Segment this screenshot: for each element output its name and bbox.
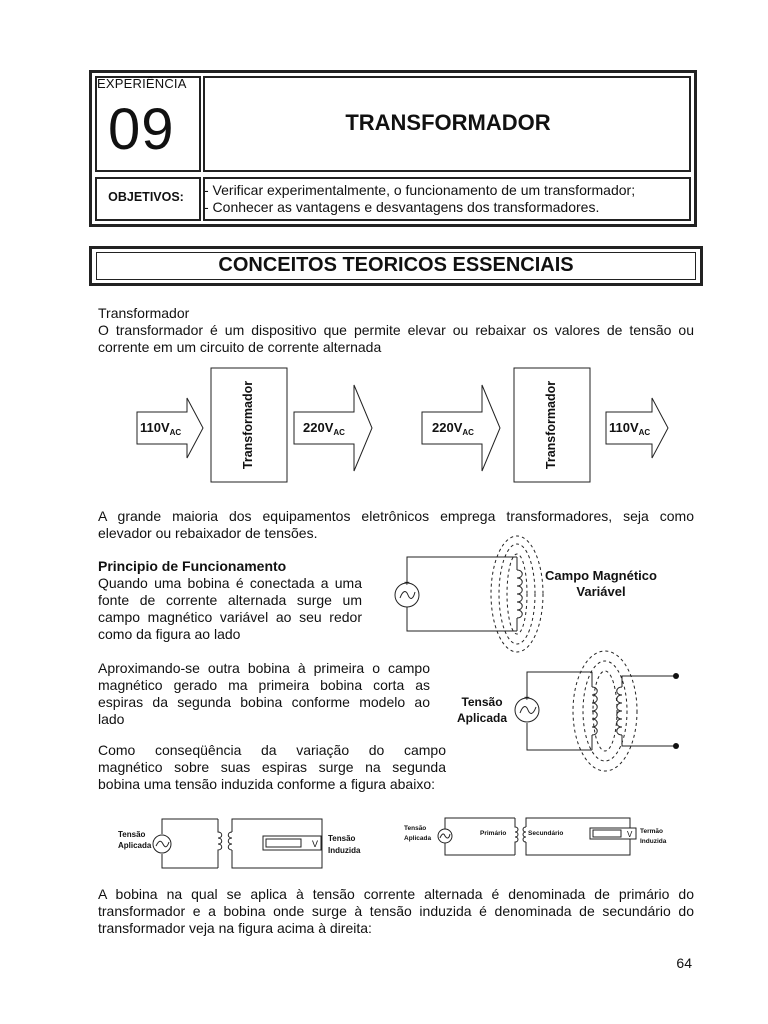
svg-text:Tensão: Tensão bbox=[404, 825, 427, 832]
consequence-line: Como conseqüência da variação do campo bbox=[98, 742, 446, 758]
page-number: 64 bbox=[676, 955, 692, 971]
voltage-label: $110V_{AC}$ bbox=[140, 420, 182, 437]
intro-heading: Transformador bbox=[98, 305, 190, 321]
final-line: transformador veja na figura acima à direita: bbox=[98, 920, 372, 936]
induced-voltage-figure bbox=[112, 812, 382, 877]
field-label: Campo Magnético bbox=[545, 568, 657, 583]
objectives-label: OBJETIVOS: bbox=[108, 190, 184, 204]
primary-coil-icon bbox=[218, 819, 222, 868]
svg-text:Secundário: Secundário bbox=[528, 830, 564, 837]
objective-item: - Conhecer as vantagens e desvantagens dos transformadores. bbox=[204, 199, 600, 215]
consequence-line: bobina uma tensão induzida conforme a figura abaixo: bbox=[98, 776, 435, 792]
primary-coil-icon bbox=[515, 818, 518, 855]
primary-coil-icon bbox=[592, 687, 597, 735]
paragraph-line: elevador ou rebaixador de tensões. bbox=[98, 525, 318, 541]
svg-text:Induzida: Induzida bbox=[640, 838, 667, 845]
secondary-coil-icon bbox=[617, 687, 622, 735]
approach-line: Aproximando-se outra bobina à primeira o campo bbox=[98, 660, 430, 676]
transformer-label: Transformador bbox=[241, 380, 255, 470]
applied-voltage-label: Aplicada bbox=[456, 711, 508, 725]
two-coil-figure bbox=[450, 640, 690, 780]
secondary-coil-icon bbox=[228, 832, 232, 850]
approach-line: espiras da segunda bobina conforme modelo ao bbox=[98, 694, 430, 710]
svg-text:+: + bbox=[524, 693, 530, 704]
svg-text:Termão: Termão bbox=[640, 828, 663, 835]
magnetic-field-figure bbox=[380, 530, 710, 655]
svg-text:Tensão: Tensão bbox=[328, 834, 356, 843]
paragraph-line: A grande maioria dos equipamentos eletrônicos emprega transformadores, seja como bbox=[98, 508, 694, 524]
approach-line: magnético gerado ma primeira bobina corta as bbox=[98, 677, 430, 693]
voltage-label: $220V_{AC}$ bbox=[303, 420, 345, 437]
experience-number: 09 bbox=[108, 97, 175, 162]
svg-text:+: + bbox=[404, 578, 410, 589]
applied-voltage-label: Tensão bbox=[461, 695, 503, 709]
svg-text:Primário: Primário bbox=[480, 830, 507, 837]
principle-heading: Principio de Funcionamento bbox=[98, 558, 287, 574]
transformer-label: Transformador bbox=[544, 380, 558, 470]
approach-line: lado bbox=[98, 711, 125, 727]
principle-line: Quando uma bobina é conectada a uma bbox=[98, 575, 362, 591]
section-title: CONCEITOS TEORICOS ESSENCIAIS bbox=[218, 254, 574, 276]
consequence-line: magnético sobre suas espiras surge na segunda bbox=[98, 759, 446, 775]
svg-text:V: V bbox=[312, 839, 319, 849]
principle-line: campo magnético variável ao seu redor bbox=[98, 609, 362, 625]
field-label: Variável bbox=[576, 584, 626, 599]
page-title: TRANSFORMADOR bbox=[345, 110, 551, 135]
principle-line: fonte de corrente alternada surge um bbox=[98, 592, 362, 608]
intro-line: corrente em um circuito de corrente alternada bbox=[98, 339, 382, 355]
field-lines-icon bbox=[573, 651, 637, 771]
svg-text:Tensão: Tensão bbox=[118, 830, 146, 839]
final-line: transformador e a bobina onde surge à tensão induzida é denominada de secundário do bbox=[98, 903, 694, 919]
experience-label: EXPERIÊNCIA bbox=[97, 76, 187, 91]
svg-text:Aplicada: Aplicada bbox=[404, 835, 432, 842]
voltage-label: $220V_{AC}$ bbox=[432, 420, 474, 437]
objective-item: - Verificar experimentalmente, o funcionamento de um transformador; bbox=[204, 182, 636, 198]
final-line: A bobina na qual se aplica à tensão corrente alternada é denominada de primário do bbox=[98, 886, 694, 902]
secondary-coil-icon bbox=[523, 827, 526, 842]
primary-secondary-figure bbox=[400, 812, 700, 872]
coil-icon bbox=[517, 570, 522, 618]
intro-line: O transformador é um dispositivo que permite elevar ou rebaixar os valores de tensão ou bbox=[98, 322, 694, 338]
svg-text:Induzida: Induzida bbox=[328, 846, 361, 855]
principle-line: como da figura ao lado bbox=[98, 626, 241, 642]
voltage-label: $110V_{AC}$ bbox=[609, 420, 651, 437]
svg-text:V: V bbox=[627, 830, 633, 839]
svg-text:Aplicada: Aplicada bbox=[118, 841, 152, 850]
